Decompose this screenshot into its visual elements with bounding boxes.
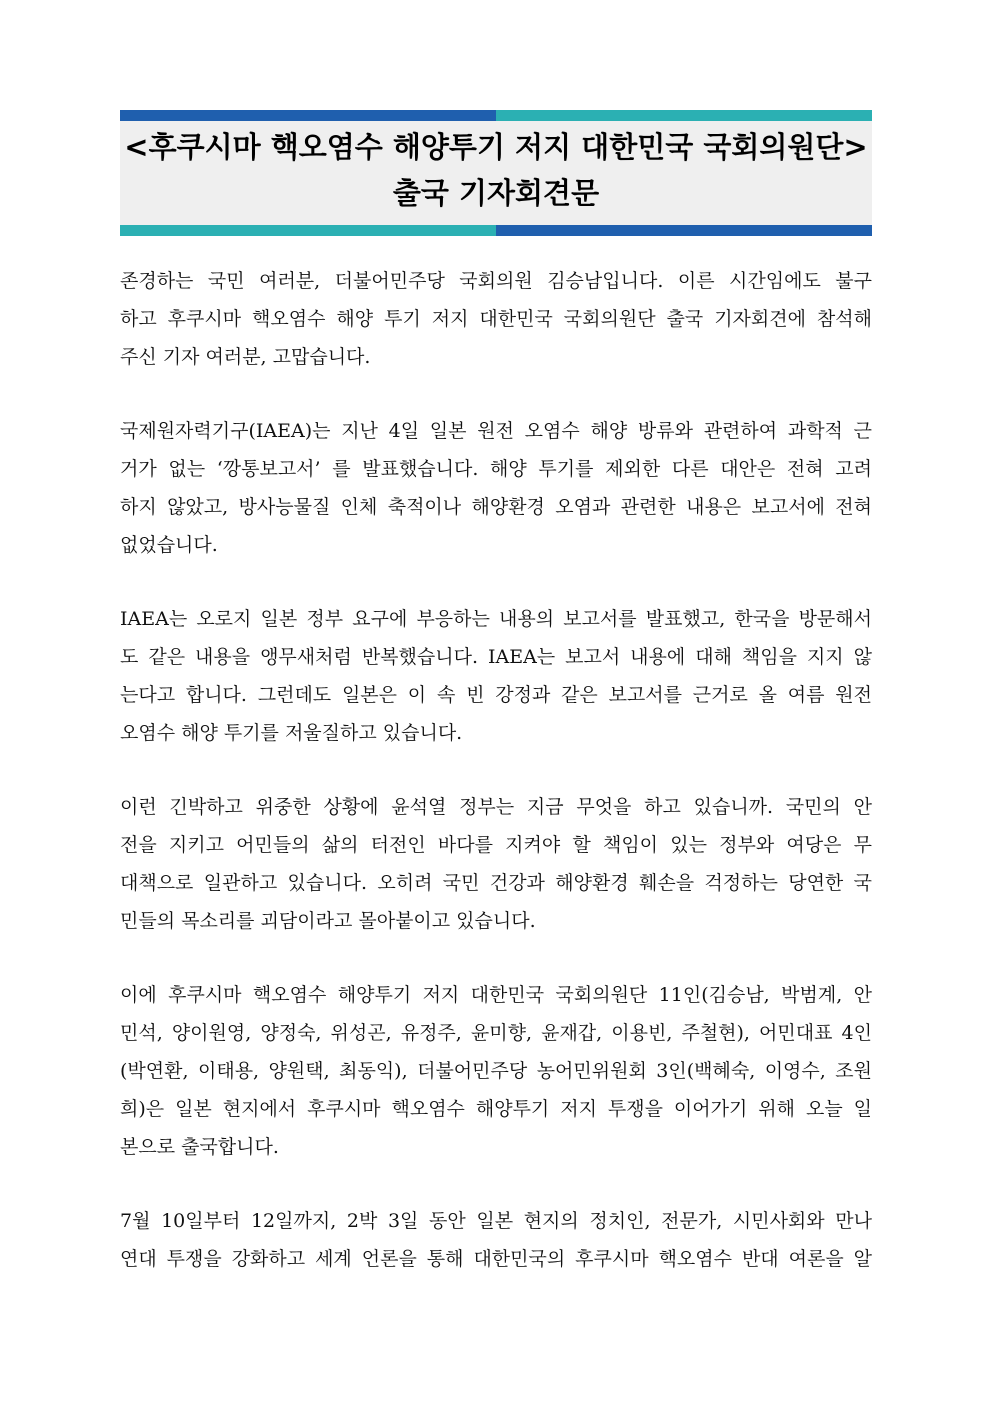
document-subtitle: 출국 기자회견문 xyxy=(392,176,600,210)
body-text xyxy=(120,262,872,1314)
text-line: 희)은 일본 현지에서 후쿠시마 핵오염수 해양투기 저지 투쟁을 이어가기 위해 오늘 일 xyxy=(120,1098,872,1120)
document-title: <후쿠시마 핵오염수 해양투기 저지 대한민국 국회의원단> xyxy=(124,130,868,164)
text-line: 본으로 출국합니다. xyxy=(120,1136,279,1158)
text-line: 없었습니다. xyxy=(120,534,218,556)
paragraph xyxy=(120,1202,872,1278)
paragraph xyxy=(120,788,872,940)
title-top-bar xyxy=(120,110,872,121)
text-line: 는다고 합니다. 그런데도 일본은 이 속 빈 강정과 같은 보고서를 근거로 올 여름 원전 xyxy=(120,684,872,706)
title-bottom-bar xyxy=(120,225,872,236)
text-line: IAEA는 오로지 일본 정부 요구에 부응하는 내용의 보고서를 발표했고, 한국을 방문해서 xyxy=(120,608,872,630)
paragraph xyxy=(120,976,872,1166)
title-block xyxy=(120,110,872,236)
text-line: 거가 없는 ‘깡통보고서’ 를 발표했습니다. 해양 투기를 제외한 다른 대안은 전혀 고려 xyxy=(120,458,872,480)
title-top-bar-right xyxy=(496,110,872,121)
text-line: (박연환, 이태용, 양원택, 최동익), 더불어민주당 농어민위원회 3인(백혜숙, 이영수, 조원 xyxy=(120,1060,872,1082)
text-line: 하지 않았고, 방사능물질 인체 축적이나 해양환경 오염과 관련한 내용은 보고서에 전혀 xyxy=(120,496,872,518)
paragraph xyxy=(120,600,872,752)
text-line: 존경하는 국민 여러분, 더불어민주당 국회의원 김승남입니다. 이른 시간임에도 불구 xyxy=(120,270,872,292)
text-line: 국제원자력기구(IAEA)는 지난 4일 일본 원전 오염수 해양 방류와 관련하여 과학적 근 xyxy=(120,420,872,442)
text-line: 7월 10일부터 12일까지, 2박 3일 동안 일본 현지의 정치인, 전문가, 시민사회와 만나 xyxy=(120,1210,872,1232)
text-line: 오염수 해양 투기를 저울질하고 있습니다. xyxy=(120,722,463,744)
text-line: 하고 후쿠시마 핵오염수 해양 투기 저지 대한민국 국회의원단 출국 기자회견에 참석해 xyxy=(120,308,872,330)
text-line: 연대 투쟁을 강화하고 세계 언론을 통해 대한민국의 후쿠시마 핵오염수 반대 여론을 알 xyxy=(120,1248,872,1270)
text-line: 도 같은 내용을 앵무새처럼 반복했습니다. IAEA는 보고서 내용에 대해 책임을 지지 않 xyxy=(120,646,872,668)
text-line: 민들의 목소리를 괴담이라고 몰아붙이고 있습니다. xyxy=(120,910,536,932)
text-line: 전을 지키고 어민들의 삶의 터전인 바다를 지켜야 할 책임이 있는 정부와 여당은 무 xyxy=(120,834,872,856)
paragraph xyxy=(120,262,872,376)
title-top-bar-left xyxy=(120,110,496,121)
title-bottom-bar-left xyxy=(120,225,496,236)
text-line: 주신 기자 여러분, 고맙습니다. xyxy=(120,346,371,368)
paragraph xyxy=(120,412,872,564)
text-line: 민석, 양이원영, 양정숙, 위성곤, 유정주, 윤미향, 윤재갑, 이용빈, 주철현), 어민대표 4인 xyxy=(120,1022,872,1044)
title-bottom-bar-right xyxy=(496,225,872,236)
text-line: 이에 후쿠시마 핵오염수 해양투기 저지 대한민국 국회의원단 11인(김승남, 박범계, 안 xyxy=(120,984,872,1006)
text-line: 이런 긴박하고 위중한 상황에 윤석열 정부는 지금 무엇을 하고 있습니까. 국민의 안 xyxy=(120,796,872,818)
text-line: 대책으로 일관하고 있습니다. 오히려 국민 건강과 해양환경 훼손을 걱정하는 당연한 국 xyxy=(120,872,872,894)
